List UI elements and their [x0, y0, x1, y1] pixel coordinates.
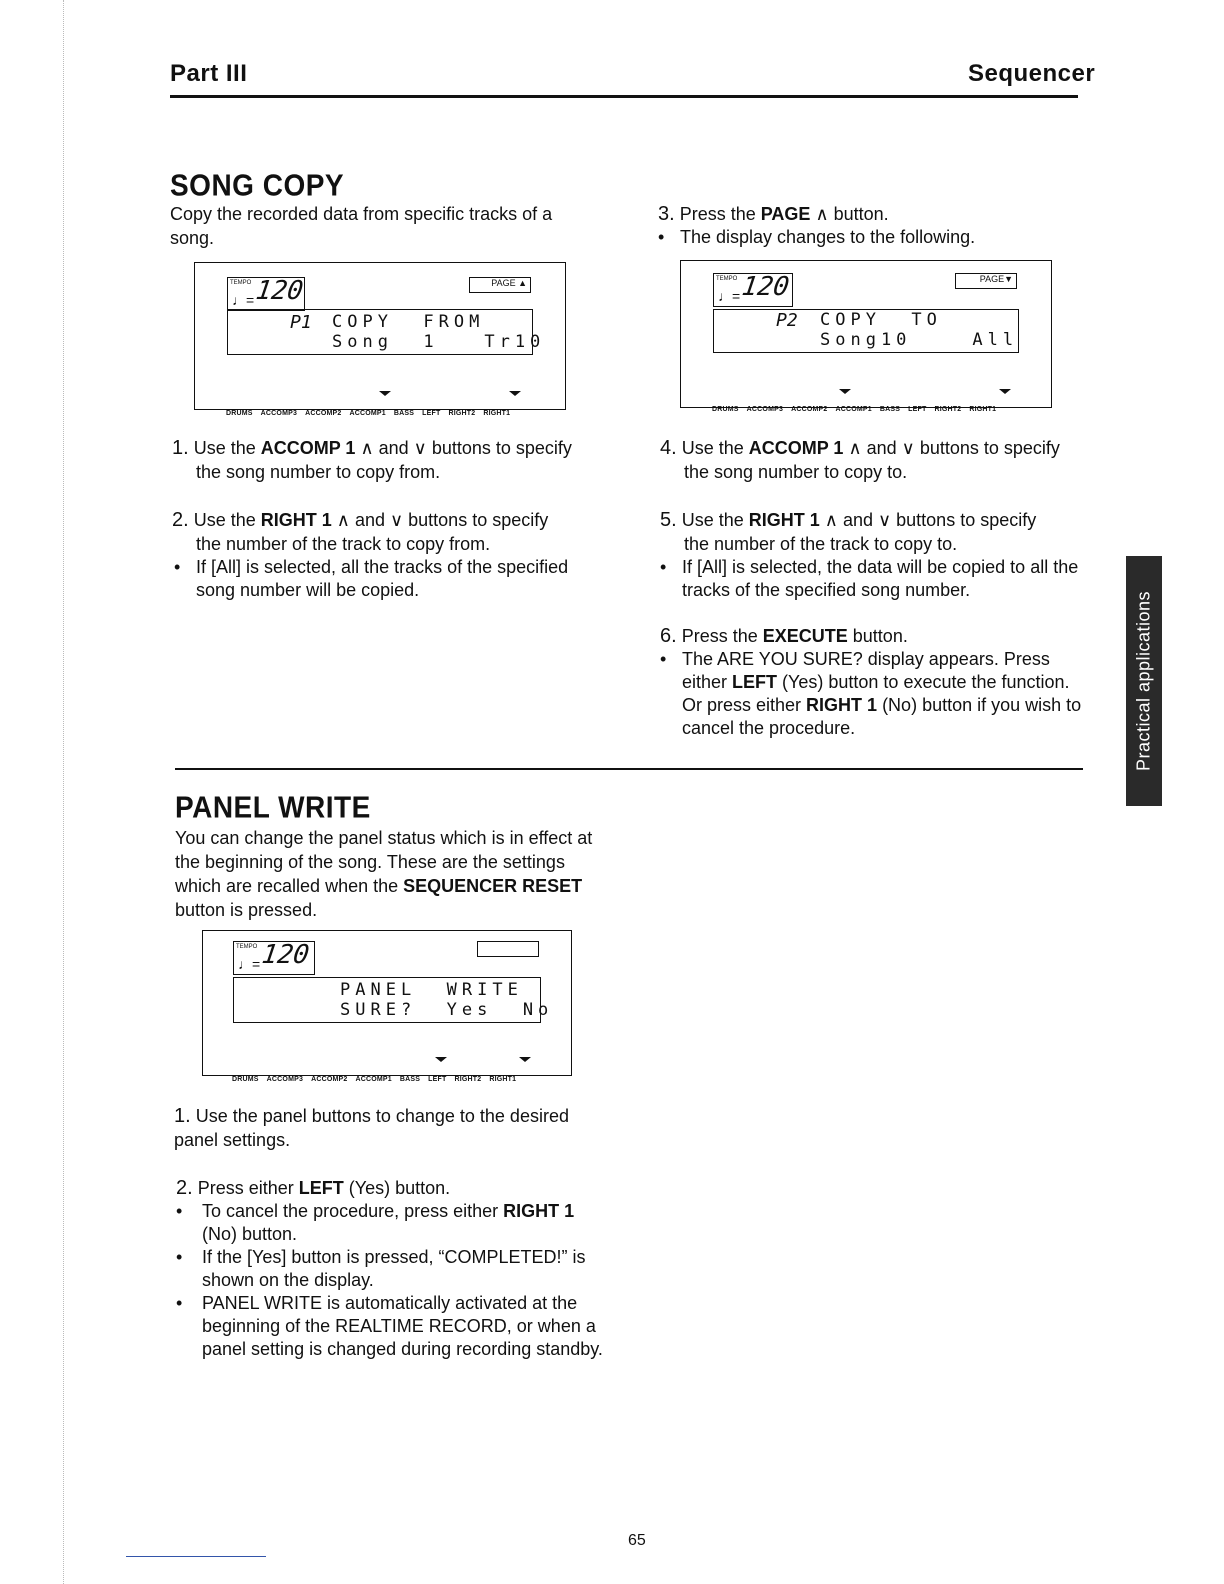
margin-guide [63, 0, 65, 1584]
tempo-value: 120 [739, 272, 792, 302]
track-label: ACCOMP1 [355, 1076, 392, 1083]
page-indicator: PAGE▼ [955, 273, 1017, 289]
track-label: BASS [399, 1076, 421, 1083]
track-label: LEFT [908, 406, 927, 413]
down-arrow-icon [839, 389, 851, 394]
button-name: LEFT [298, 1178, 344, 1198]
track-label: ACCOMP2 [791, 406, 828, 413]
step-text: ∧ and ∨ buttons to specify [331, 510, 549, 530]
track-label: DRUMS [712, 406, 739, 413]
panel-bullet-2: • If the [Yes] button is pressed, “COMPLETED!” is shown on the display. [176, 1246, 604, 1292]
button-name: RIGHT 1 [748, 510, 820, 530]
step-2 [172, 508, 602, 602]
step-number: 1. [174, 1105, 191, 1127]
step-text: Use the [681, 438, 749, 458]
step-text: ∧ and ∨ buttons to specify [819, 510, 1037, 530]
lcd-line-1: PANEL WRITE [340, 980, 523, 1000]
track-label: RIGHT1 [489, 1076, 517, 1083]
panel-write-title: PANEL WRITE [175, 790, 371, 825]
panel-write-intro [175, 826, 600, 922]
step-4 [660, 436, 1090, 484]
page-indicator [477, 941, 539, 957]
step-number: 2. [176, 1177, 193, 1199]
side-tab [1126, 556, 1162, 806]
button-name: SEQUENCER RESET [403, 876, 583, 896]
step-text-cont: the song number to copy to. [684, 462, 908, 482]
step-text: ∧ and ∨ buttons to specify [355, 438, 572, 458]
button-name: ACCOMP 1 [260, 438, 356, 458]
lcd-line-1: COPY FROM [332, 312, 485, 332]
panel-bullet-1 [176, 1200, 604, 1246]
lcd-line-2: SURE? Yes No [340, 1000, 554, 1020]
bullet-text: The ARE YOU SURE? display appears. Press either [682, 649, 1050, 692]
step-2-bullet: • If [All] is selected, all the tracks of the specified song number will be copied. [174, 556, 602, 602]
track-label: ACCOMP1 [835, 406, 872, 413]
intro-text: button is pressed. [175, 900, 318, 920]
tempo-value: 120 [259, 940, 312, 970]
step-number: 2. [172, 509, 189, 531]
bullet-text: (Yes) button to execute the function. Or press either [682, 672, 1070, 715]
step-6-bullet [660, 648, 1090, 740]
track-label: ACCOMP3 [266, 1076, 304, 1083]
step-number: 5. [660, 509, 677, 531]
track-label: BASS [879, 406, 901, 413]
lcd-line-2: Song10 All [820, 330, 1019, 350]
lcd-mode: P1 [290, 312, 312, 333]
step-text: button. [847, 626, 908, 646]
track-label: RIGHT2 [454, 1076, 482, 1083]
song-copy-intro: Copy the recorded data from specific tracks of a song. [170, 204, 553, 248]
track-label: RIGHT1 [483, 410, 511, 417]
step-text: Press either [197, 1178, 299, 1198]
section-divider [175, 768, 1083, 770]
button-name: RIGHT 1 [260, 510, 332, 530]
step-text: Press the [681, 626, 763, 646]
track-labels [232, 1076, 524, 1083]
button-name: EXECUTE [762, 626, 848, 646]
step-number: 4. [660, 437, 677, 459]
step-number: 3. [658, 203, 675, 225]
tempo-box [713, 273, 793, 307]
track-label: ACCOMP2 [311, 1076, 348, 1083]
track-label: LEFT [422, 410, 441, 417]
lcd-main-area [233, 977, 554, 1023]
lcd-display-copy-to [680, 260, 1052, 408]
part-label: Part III [170, 60, 248, 87]
page-indicator: PAGE ▲ [469, 277, 531, 293]
track-label: ACCOMP2 [305, 410, 342, 417]
track-label: ACCOMP3 [260, 410, 298, 417]
step-text: Press the [679, 204, 761, 224]
step-6 [660, 624, 1090, 740]
step-text: Use the [193, 510, 261, 530]
step-5-bullet: • If [All] is selected, the data will be copied to all the tracks of the specified song number. [660, 556, 1090, 602]
note-icon: ♩= [232, 292, 255, 308]
track-label: BASS [393, 410, 415, 417]
button-name: RIGHT 1 [503, 1201, 575, 1221]
tempo-box [227, 277, 305, 311]
note-icon: ♩= [238, 956, 261, 972]
step-text-cont: the song number to copy from. [196, 462, 441, 482]
lcd-line-1: COPY TO [820, 310, 942, 330]
button-name: PAGE [760, 204, 811, 224]
tempo-label: TEMPO [230, 280, 252, 286]
side-tab-label: Practical applications [1133, 590, 1154, 772]
panel-bullet-3: • PANEL WRITE is automatically activated at the beginning of the REALTIME RECORD, or when a panel setting is changed during recording standby. [176, 1292, 604, 1361]
track-label: RIGHT1 [969, 406, 997, 413]
bullet-text: (No) button if you wish to cancel the procedure. [682, 695, 1082, 738]
down-arrow-icon [435, 1057, 447, 1062]
button-name: RIGHT 1 [806, 695, 878, 715]
track-labels [226, 410, 518, 417]
lcd-line-2: Song 1 Tr10 [332, 332, 546, 352]
track-label: DRUMS [232, 1076, 259, 1083]
step-text: (Yes) button. [343, 1178, 451, 1198]
track-label: ACCOMP1 [349, 410, 386, 417]
track-label: LEFT [428, 1076, 447, 1083]
panel-step-2 [176, 1176, 604, 1361]
lcd-mode: P2 [776, 310, 798, 331]
button-name: ACCOMP 1 [748, 438, 844, 458]
lcd-main-area [227, 309, 546, 355]
step-1 [172, 436, 602, 484]
tempo-value: 120 [253, 276, 306, 306]
track-label: RIGHT2 [934, 406, 962, 413]
down-arrow-icon [509, 391, 521, 396]
track-label: ACCOMP3 [746, 406, 784, 413]
step-number: 6. [660, 625, 677, 647]
bullet-text: To cancel the procedure, press either [202, 1201, 504, 1221]
lcd-main-area [713, 309, 1019, 353]
page-number: 65 [628, 1532, 646, 1549]
step-3-bullet: • The display changes to the following. [658, 226, 1088, 249]
lcd-display-copy-from [194, 262, 566, 410]
step-text: ∧ button. [810, 204, 889, 224]
step-number: 1. [172, 437, 189, 459]
step-3 [658, 202, 1088, 249]
panel-step-1 [174, 1104, 604, 1152]
step-text: Use the [193, 438, 261, 458]
lcd-display-panel-write [202, 930, 572, 1076]
step-text-cont: the number of the track to copy to. [684, 534, 958, 554]
tempo-box [233, 941, 315, 975]
tempo-label: TEMPO [236, 944, 258, 950]
bullet-text: (No) button. [202, 1224, 298, 1244]
intro-text: You can change the panel status which is in effect at the beginning of the song. These are the settings which are recalled when the [175, 828, 593, 896]
button-name: LEFT [732, 672, 778, 692]
step-text: Use the [681, 510, 749, 530]
header-rule [170, 95, 1078, 98]
step-text-cont: the number of the track to copy from. [196, 534, 491, 554]
tempo-label: TEMPO [716, 276, 738, 282]
down-arrow-icon [999, 389, 1011, 394]
track-label: RIGHT2 [448, 410, 476, 417]
step-text: Use the panel buttons to change to the desired panel settings. [174, 1106, 569, 1150]
step-text: ∧ and ∨ buttons to specify [843, 438, 1060, 458]
song-copy-title: SONG COPY [170, 168, 345, 203]
footer-line [126, 1556, 266, 1557]
step-5 [660, 508, 1090, 602]
down-arrow-icon [379, 391, 391, 396]
note-icon: ♩= [718, 288, 741, 304]
chapter-label: Sequencer [968, 60, 1096, 87]
track-labels [712, 406, 1004, 413]
down-arrow-icon [519, 1057, 531, 1062]
track-label: DRUMS [226, 410, 253, 417]
